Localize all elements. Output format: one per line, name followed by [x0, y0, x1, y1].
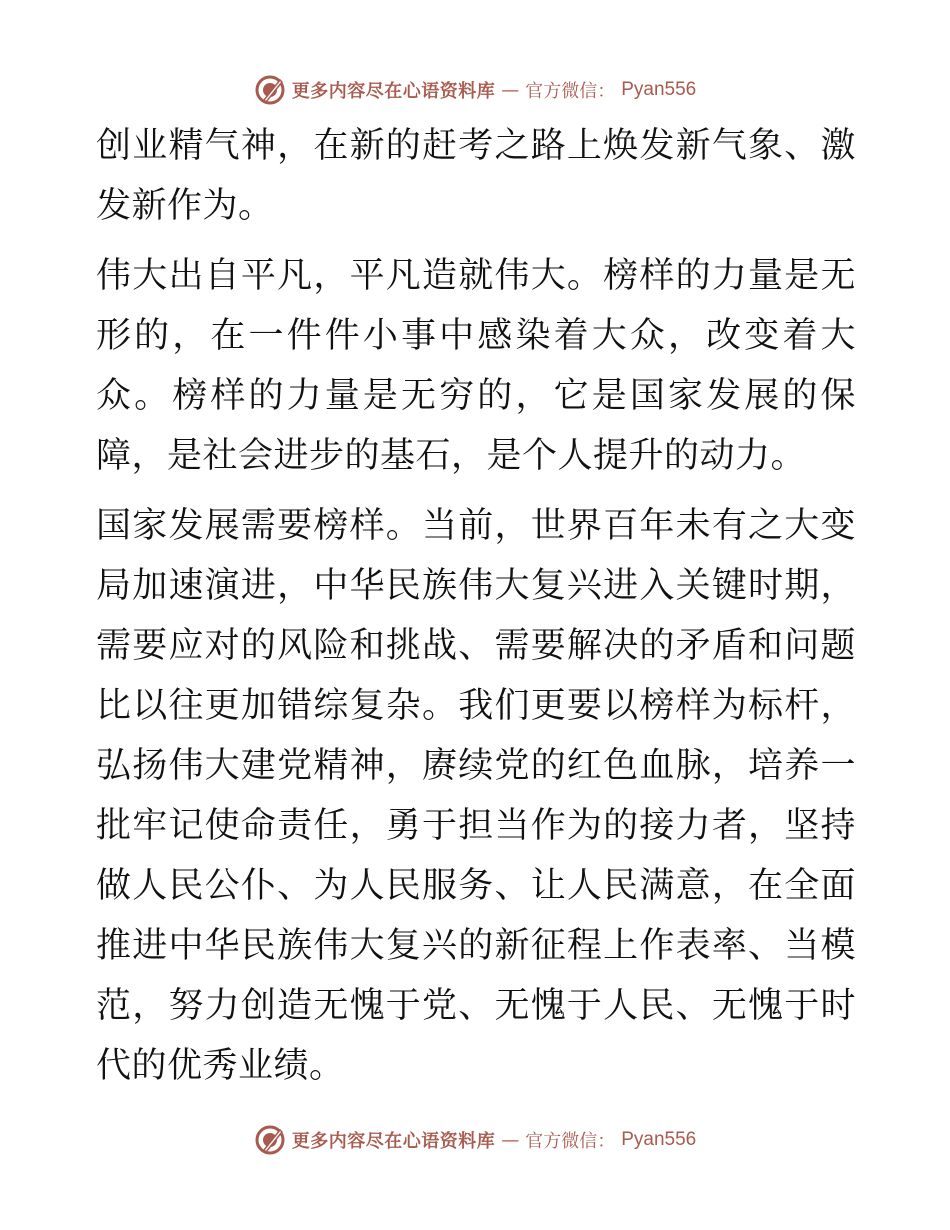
banner-separator: —: [501, 1129, 520, 1151]
banner-wechat-label: 官方微信：: [525, 1131, 616, 1152]
banner-separator: —: [501, 79, 520, 101]
pen-seal-icon: [254, 74, 286, 106]
banner-wechat-id: Pyan556: [621, 79, 697, 100]
banner-wechat-id: Pyan556: [621, 1129, 697, 1150]
banner-title: 更多内容尽在心语资料库: [291, 81, 496, 102]
paragraph: 伟大出自平凡，平凡造就伟大。榜样的力量是无形的，在一件件小事中感染着大众，改变着大众。榜样的力量是无穷的，它是国家发展的保障，是社会进步的基石，是个人提升的动力。: [96, 256, 856, 476]
footer-banner: [0, 1120, 950, 1160]
paragraph: 创业精气神，在新的赶考之路上焕发新气象、激发新作为。: [96, 126, 856, 226]
document-body: [96, 116, 856, 1106]
pen-seal-icon: [254, 1124, 286, 1156]
paragraph: 国家发展需要榜样。当前，世界百年未有之大变局加速演进，中华民族伟大复兴进入关键时期，需要应对的风险和挑战、需要解决的矛盾和问题比以往更加错综复杂。我们更要以榜样为标杆，弘扬伟大建党精神，赓续党的红色血脉，培养一批牢记使命责任，勇于担当作为的接力者，坚持做人民公仆、为人民服务、让人民满意，在全面推进中华民族伟大复兴的新征程上作表率、当模范，努力创造无愧于党、无愧于人民、无愧于时代的优秀业绩。: [96, 506, 856, 1086]
header-banner: [0, 70, 950, 110]
banner-title: 更多内容尽在心语资料库: [291, 1131, 496, 1152]
banner-wechat-label: 官方微信：: [525, 81, 616, 102]
